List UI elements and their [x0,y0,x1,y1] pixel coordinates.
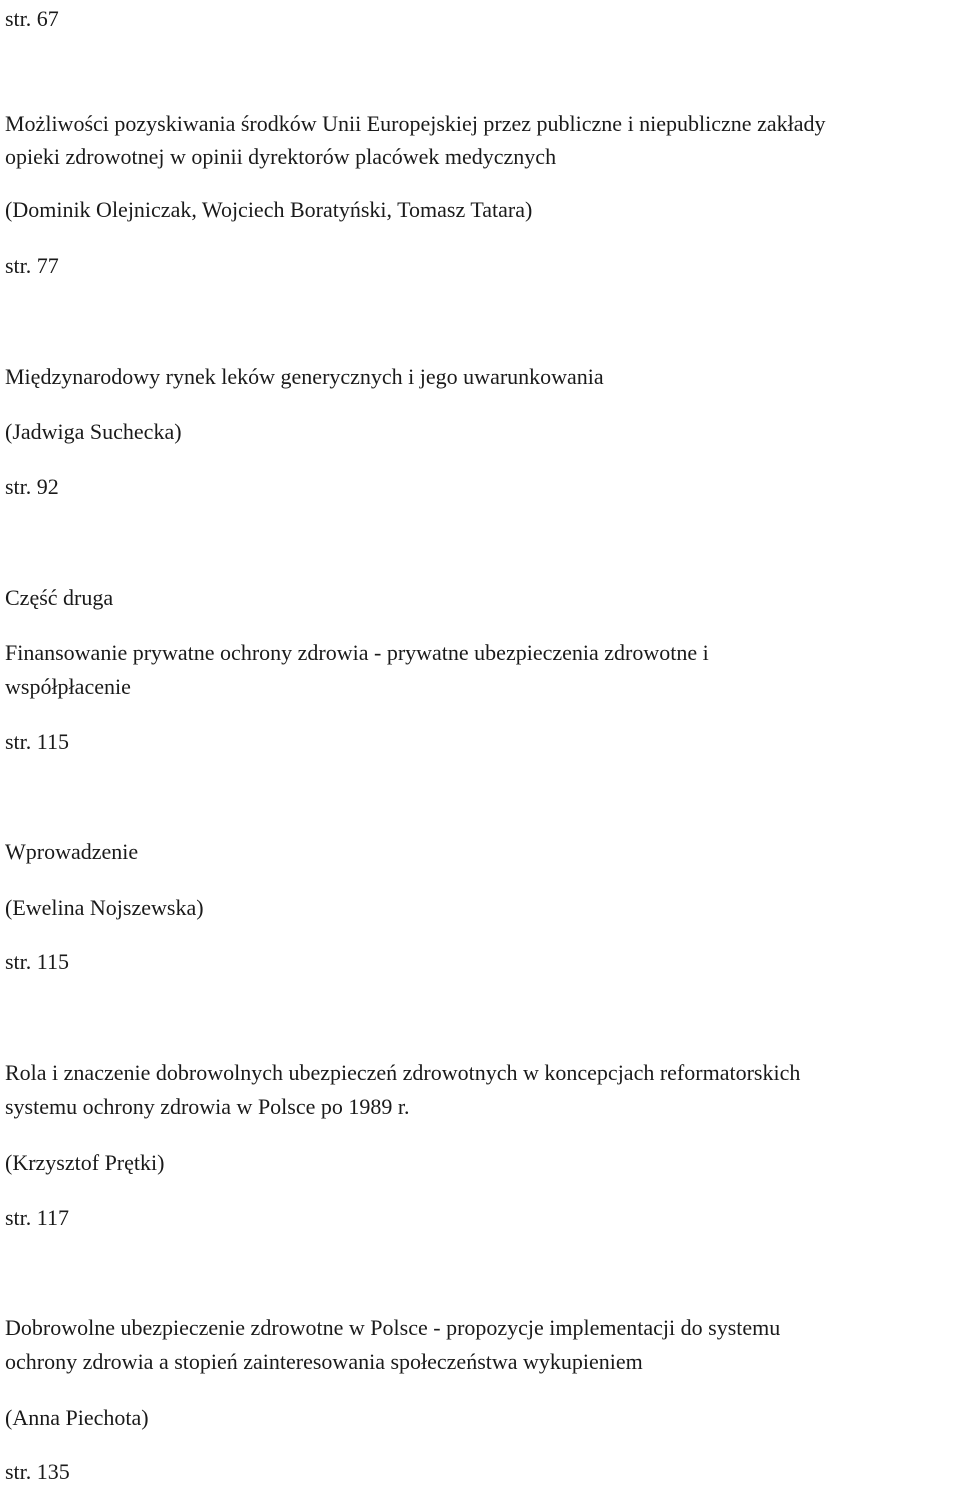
page-number: str. 115 [5,729,69,754]
entry-title: Dobrowolne ubezpieczenie zdrowotne w Polsce - propozycje implementacji do systemu [5,1315,781,1340]
page-number: str. 115 [5,949,69,974]
entry-title: Międzynarodowy rynek leków generycznych i jego uwarunkowania [5,364,604,389]
entry-title: ochrony zdrowia a stopień zainteresowania społeczeństwa wykupieniem [5,1349,643,1374]
entry-title: Wprowadzenie [5,839,139,864]
entry-authors: (Dominik Olejniczak, Wojciech Boratyński, Tomasz Tatara) [5,197,533,222]
part-heading: Część druga [5,585,114,610]
entry-title: opieki zdrowotnej w opinii dyrektorów placówek medycznych [5,144,557,169]
page-number: str. 117 [5,1205,69,1230]
part-title: Finansowanie prywatne ochrony zdrowia - prywatne ubezpieczenia zdrowotne i [5,640,709,665]
entry-title: Możliwości pozyskiwania środków Unii Europejskiej przez publiczne i niepubliczne zakłady [5,111,826,136]
entry-title: systemu ochrony zdrowia w Polsce po 1989 r. [5,1094,410,1119]
entry-authors: (Krzysztof Prętki) [5,1150,165,1175]
page-number: str. 135 [5,1459,70,1484]
entry-title: Rola i znaczenie dobrowolnych ubezpieczeń zdrowotnych w koncepcjach reformatorskich [5,1060,801,1085]
entry-authors: (Anna Piechota) [5,1405,149,1430]
page-number: str. 92 [5,474,59,499]
entry-authors: (Jadwiga Suchecka) [5,419,182,444]
page-number: str. 67 [5,6,59,31]
part-title: współpłacenie [5,674,131,699]
page-number: str. 77 [5,253,59,278]
entry-authors: (Ewelina Nojszewska) [5,895,204,920]
